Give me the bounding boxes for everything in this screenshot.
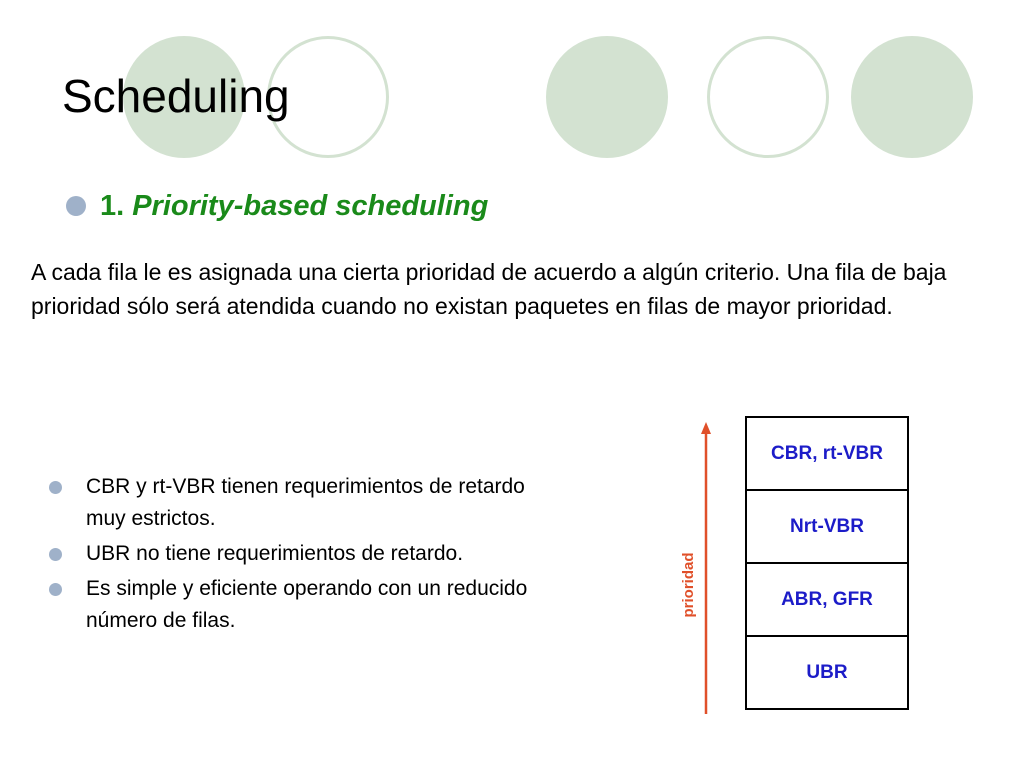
- table-row: [746, 563, 908, 636]
- table-row: [746, 490, 908, 563]
- decor-circle-4: [707, 36, 829, 158]
- priority-axis-label-text: prioridad: [679, 552, 697, 618]
- priority-axis-label: [667, 545, 703, 625]
- queue-cell: Nrt-VBR: [746, 490, 908, 563]
- bullet-dot-icon: [49, 481, 62, 494]
- bullet-dot-icon: [66, 196, 86, 216]
- section-number: 1.: [100, 189, 125, 222]
- list-item: [46, 471, 566, 535]
- section-title: Priority-based scheduling: [132, 189, 489, 222]
- bullet-dot-icon: [49, 548, 62, 561]
- decor-circle-3: [546, 36, 668, 158]
- slide-title: Scheduling: [62, 70, 290, 122]
- queue-cell: ABR, GFR: [746, 563, 908, 636]
- list-item-text: Es simple y eficiente operando con un reducido número de filas.: [86, 577, 528, 632]
- list-item: [46, 573, 566, 637]
- list-item: [46, 538, 566, 570]
- table-row: [746, 636, 908, 709]
- priority-queue-table: [745, 416, 909, 710]
- list-item-text: CBR y rt-VBR tienen requerimientos de retardo muy estrictos.: [86, 475, 525, 530]
- description-paragraph: A cada fila le es asignada una cierta prioridad de acuerdo a algún criterio. Una fila de baja prioridad sólo será atendida cuando no existan paquetes en filas de mayor prioridad.: [31, 259, 947, 319]
- bullet-list: [46, 471, 566, 640]
- decor-circle-5: [851, 36, 973, 158]
- queue-cell: UBR: [746, 636, 908, 709]
- queue-cell: CBR, rt-VBR: [746, 417, 908, 490]
- table-row: [746, 417, 908, 490]
- section-heading: [66, 186, 488, 226]
- bullet-dot-icon: [49, 583, 62, 596]
- list-item-text: UBR no tiene requerimientos de retardo.: [86, 542, 464, 565]
